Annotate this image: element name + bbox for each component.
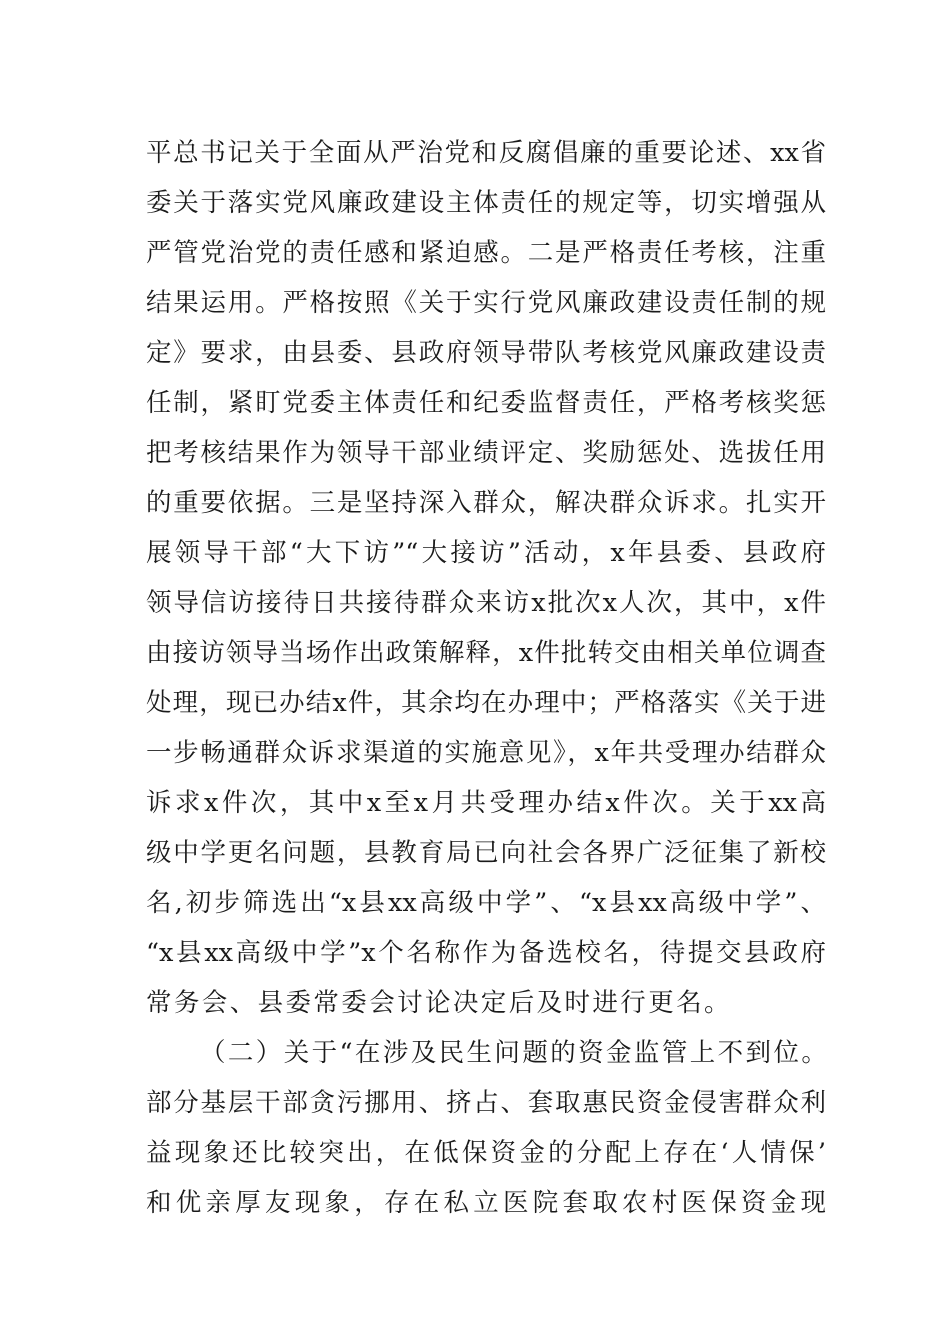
text-line: 益现象还比较突出，在低保资金的分配上存在‘人情保’	[146, 1138, 826, 1168]
text-line: 部分基层干部贪污挪用、挤占、套取惠民资金侵害群众利	[146, 1088, 826, 1118]
text-line: 由接访领导当场作出政策解释，x件批转交由相关单位调查	[146, 638, 826, 668]
text-line: 领导信访接待日共接待群众来访x批次x人次，其中，x件	[146, 588, 826, 618]
text-line: 任制，紧盯党委主体责任和纪委监督责任，严格考核奖惩	[146, 388, 826, 418]
text-line: 一步畅通群众诉求渠道的实施意见》，x年共受理办结群众	[146, 738, 826, 768]
text-line: 常务会、县委常委会讨论决定后及时进行更名。	[146, 988, 732, 1018]
text-line: 名,初步筛选出“x县xx高级中学”、“x县xx高级中学”、	[146, 888, 826, 918]
text-line: 委关于落实党风廉政建设主体责任的规定等，切实增强从	[146, 188, 826, 218]
text-line: 展领导干部“大下访”“大接访”活动，x年县委、县政府	[146, 538, 826, 568]
text-line: 严管党治党的责任感和紧迫感。二是严格责任考核，注重	[146, 238, 826, 268]
text-line: “x县xx高级中学”x个名称作为备选校名，待提交县政府	[146, 938, 826, 968]
text-line: 结果运用。严格按照《关于实行党风廉政建设责任制的规	[146, 288, 826, 318]
text-line: 的重要依据。三是坚持深入群众，解决群众诉求。扎实开	[146, 488, 826, 518]
section-heading: （二）关于“在涉及民生问题的资金监管上不到位。	[200, 1038, 830, 1068]
text-line: 处理，现已办结x件，其余均在办理中；严格落实《关于进	[146, 688, 826, 718]
text-line: 平总书记关于全面从严治党和反腐倡廉的重要论述、xx省	[146, 138, 826, 168]
text-line: 和优亲厚友现象，存在私立医院套取农村医保资金现	[146, 1188, 826, 1218]
text-line: 诉求x件次，其中x至x月共受理办结x件次。关于xx高	[146, 788, 826, 818]
text-line: 定》要求，由县委、县政府领导带队考核党风廉政建设责	[146, 338, 826, 368]
text-line: 把考核结果作为领导干部业绩评定、奖励惩处、选拔任用	[146, 438, 826, 468]
text-line: 级中学更名问题，县教育局已向社会各界广泛征集了新校	[146, 838, 826, 868]
